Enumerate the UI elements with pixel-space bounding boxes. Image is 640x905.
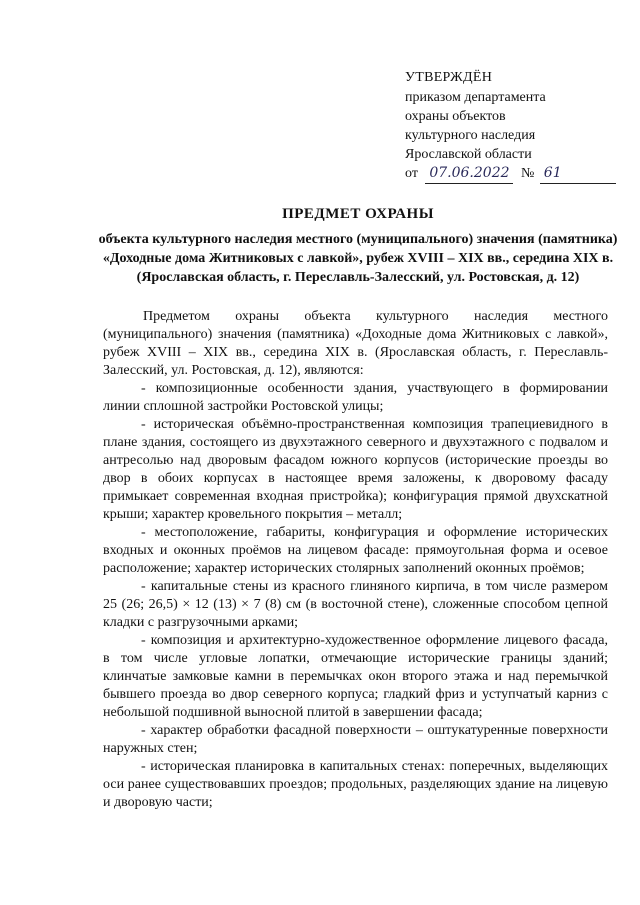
- approval-date-row: [405, 164, 616, 184]
- intro-paragraph: Предметом охраны объекта культурного наследия местного (муниципального) значения (памятника) «Доходные дома Житниковых с лавкой», рубеж XVIII – XIX вв., середина XIX в. (Ярославская область, г. Переславль-Залесский, ул. Ростовская, д. 12), являются:: [103, 309, 608, 378]
- document-body: [103, 308, 608, 812]
- approval-block: [405, 68, 616, 184]
- handwritten-number: 61: [540, 164, 616, 184]
- list-item: - историческая планировка в капитальных стенах: поперечных, выделяющих оси ранее существовавших проездов; продольных, разделяющих здание на лицевую и дворовую части;: [103, 759, 608, 810]
- document-subtitle: объекта культурного наследия местного (муниципального) значения (памятника) «Доходные дома Житниковых с лавкой», рубеж XVIII – XIX вв., середина XIX в. (Ярославская область, г. Переславль-Залесский, ул. Ростовская, д. 12): [98, 232, 618, 285]
- document-title: ПРЕДМЕТ ОХРАНЫ: [282, 206, 434, 222]
- approval-line-4: Ярославской области: [405, 147, 532, 162]
- approval-line-2: охраны объектов: [405, 109, 506, 124]
- list-item: - местоположение, габариты, конфигурация и оформление исторических входных и оконных проёмов на лицевом фасаде: прямоугольная форма и осевое расположение; характер исторических столярных заполнений оконных проёмов;: [103, 525, 608, 576]
- document-heading: [98, 206, 618, 287]
- list-item: - историческая объёмно-пространственная композиция трапециевидного в плане здания, состоящего из двухэтажного северного и двухэтажного с подвалом и антресолью над дворовым фасадом южного корпусов (исторические проезды во двор в обоих корпусах в настоящее время заложены, к дворовому фасаду примыкает современная входная пристройка); конфигурация прямой двухскатной крыши; характер кровельного покрытия – металл;: [103, 417, 608, 522]
- handwritten-date: 07.06.2022: [425, 164, 513, 184]
- list-item: - капитальные стены из красного глиняного кирпича, в том числе размером 25 (26; 26,5) × 12 (13) × 7 (8) см (в восточной стене), сложенные способом цепной кладки с разгрузочными арками;: [103, 579, 608, 630]
- list-item: - композиционные особенности здания, участвующего в формировании линии сплошной застройки Ростовской улицы;: [103, 381, 608, 414]
- number-prefix: №: [520, 166, 535, 181]
- list-item: - композиция и архитектурно-художественное оформление лицевого фасада, в том числе угловые лопатки, отмечающие исторические границы зданий; клинчатые замковые камни в перемычках окон второго этажа и над перемычкой бывшего проезда во двор северного корпуса; гладкий фриз и уступчатый карниз с небольшой подшивной выносной плитой в завершении фасада;: [103, 633, 608, 720]
- approval-line-1: приказом департамента: [405, 90, 546, 105]
- list-item: - характер обработки фасадной поверхности – оштукатуренные поверхности наружных стен;: [103, 723, 608, 756]
- approval-line-3: культурного наследия: [405, 128, 536, 143]
- date-prefix: от: [405, 166, 418, 181]
- approval-title: УТВЕРЖДЁН: [405, 70, 493, 85]
